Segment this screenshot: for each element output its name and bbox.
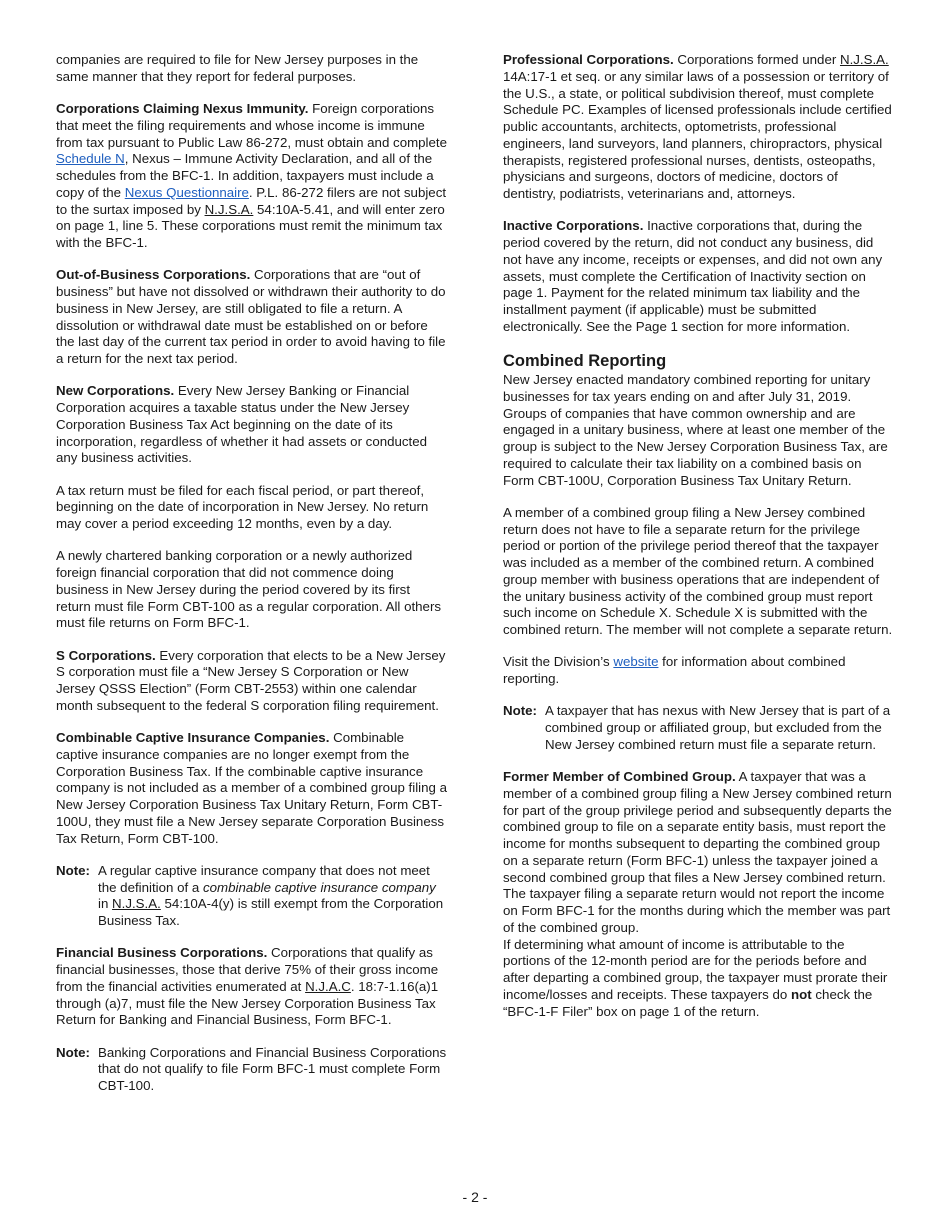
visit-division-paragraph: Visit the Division’s website for information about combined reporting. bbox=[503, 654, 846, 686]
financial-business-heading: Financial Business Corporations. bbox=[56, 945, 268, 961]
website-link[interactable]: website bbox=[613, 654, 659, 670]
s-corporations-heading: S Corporations. bbox=[56, 647, 156, 663]
former-member-heading: Former Member of Combined Group. bbox=[503, 769, 736, 784]
njac-citation: N.J.A.C bbox=[305, 978, 351, 994]
newly-chartered-paragraph: A newly chartered banking corporation or a newly authorized foreign financial corporation that did not commence doing business in New Jersey during the period covered by its first return must file Form CBT-100 as a regular corporation. All others must file returns on Form BFC-1. bbox=[56, 548, 442, 631]
out-of-business-heading: Out-of-Business Corporations. bbox=[56, 267, 251, 283]
nexus-immunity-paragraph: Corporations Claiming Nexus Immunity. Foreign corporations that meet the filing requirements and whose income is immune from tax pursuant to Public Law 86-272, must obtain and complete Schedule N, Nexus – Immune Activity Declaration, and all of the schedules from the BFC-1. In addition, taxpayers must include a copy of the Nexus Questionnaire. P.L. 86-272 filers are not subject to the surtax imposed by N.J.S.A. 54:10A-5.41, and will enter zero on page 1, line 5. These corporations must remit the minimum tax with the BFC-1. bbox=[56, 101, 447, 250]
captive-insurance-heading: Combinable Captive Insurance Companies. bbox=[56, 730, 330, 745]
note-banking: Note: Banking Corporations and Financial Business Corporations that do not qualify to file Form BFC-1 must complete Form CBT-100. bbox=[56, 1044, 447, 1093]
new-corporations-paragraph: New Corporations. Every New Jersey Banking or Financial Corporation acquires a taxable status under the New Jersey Corporation Business Tax Act beginning on the date of its incorporation, regardless of whether it had assets or conducted any business activities. bbox=[56, 383, 428, 466]
intro-paragraph: companies are required to file for New Jersey purposes in the same manner that they report for federal purposes. bbox=[56, 52, 419, 84]
page-number: - 2 - bbox=[462, 1189, 488, 1205]
professional-corporations-heading: Professional Corporations. bbox=[503, 52, 674, 67]
right-column bbox=[503, 52, 893, 1036]
fiscal-period-paragraph: A tax return must be filed for each fiscal period, or part thereof, beginning on the date of incorporation in New Jersey. No return may cover a period exceeding 12 months, even by a day. bbox=[56, 482, 429, 531]
note-label: Note: bbox=[56, 862, 90, 878]
note-captive: Note: A regular captive insurance company that does not meet the definition of a combinable captive insurance company in N.J.S.A. 54:10A-4(y) is still exempt from the Corporation Business Tax. bbox=[56, 862, 444, 928]
note-label: Note: bbox=[503, 703, 537, 719]
out-of-business-paragraph: Out-of-Business Corporations. Corporations that are “out of business” but have not dissolved or withdrawn their authority to do business in New Jersey, are still obligated to file a return. A dissolution or withdrawal date must be established on or before the last day of the current tax period in order to avoid having to file a return for the next tax period. bbox=[56, 267, 446, 366]
combined-reporting-paragraph: New Jersey enacted mandatory combined reporting for unitary businesses for tax years ending on and after July 31, 2019. Groups of companies that have common ownership and are engaged in a unitary business, where at least one member of the group is subject to the New Jersey Corporation Business Tax, are required to calculate their tax liability on a combined basis on Form CBT-100U, Corporation Business Tax Unitary Return. bbox=[503, 372, 888, 488]
left-column bbox=[56, 52, 448, 1110]
new-corporations-heading: New Corporations. bbox=[56, 383, 175, 399]
former-member-paragraph: Former Member of Combined Group. A taxpayer that was a member of a combined group filing a New Jersey combined return for part of the group privilege period and subsequently departs the combined group to file on a separate entity basis, must report the income for months subsequent to departing the combined group on a separate return (Form BFC-1) unless the taxpayer joined a second combined group that files a New Jersey combined return. The taxpayer filing a separate return would not report the income on Form BFC-1 for the months during which the member was part of the combined group. bbox=[503, 769, 892, 935]
schedule-n-link[interactable]: Schedule N bbox=[56, 151, 125, 167]
financial-business-paragraph: Financial Business Corporations. Corporations that qualify as financial businesses, those that derive 75% of their gross income from the financial activities enumerated at N.J.A.C. 18:7-1.16(a)1 through (a)7, must file the New Jersey Corporation Business Tax Return for Banking and Financial Business, Form BFC-1. bbox=[56, 945, 439, 1028]
nexus-questionnaire-link[interactable]: Nexus Questionnaire bbox=[124, 184, 249, 200]
note-nexus-combined: Note: A taxpayer that has nexus with New Jersey that is part of a combined group or affiliated group, but excluded from the New Jersey combined return must file a separate return. bbox=[503, 703, 891, 752]
nexus-immunity-heading: Corporations Claiming Nexus Immunity. bbox=[56, 101, 309, 116]
inactive-corporations-paragraph: Inactive Corporations. Inactive corporations that, during the period covered by the return, did not conduct any business, did not have any income, receipts or expenses, and did not own any assets, must complete the Certification of Inactivity section on page 1. Payment for the related minimum tax liability and the installment payment (if applicable) must be submitted electronically. See the Page 1 section for more information. bbox=[503, 218, 883, 334]
combined-member-paragraph: A member of a combined group filing a New Jersey combined return does not have to file a separate return for the privilege period or portion of the privilege period thereof that the taxpayer was included as a member of the combined return. A combined group member with business operations that are independent of the unitary business activity of the combined group must report such income on Schedule X. Schedule X is submitted with the combined return. The member will not complete a separate return. bbox=[503, 504, 893, 637]
s-corporations-paragraph: S Corporations. Every corporation that elects to be a New Jersey S corporation must file a “New Jersey S Corporation or New Jersey QSSS Election” (Form CBT-2553) within one calendar month subsequent to the federal S corporation filing requirement. bbox=[56, 647, 446, 713]
prorate-paragraph: If determining what amount of income is attributable to the portions of the 12-month period are for the periods before and after departing a combined group, the taxpayer must prorate their income/losses and receipts. These taxpayers do not check the “BFC-1-F Filer” box on page 1 of the return. bbox=[503, 936, 888, 1019]
njsa-citation: N.J.S.A. bbox=[204, 201, 254, 217]
captive-insurance-paragraph: Combinable Captive Insurance Companies. Combinable captive insurance companies are no longer exempt from the Corporation Business Tax. If the combinable captive insurance company is not included as a member of a combined group filing a New Jersey Corporation Business Tax Unitary Return, Form CBT-100U, they must file a New Jersey separate Corporation Business Tax Return, Form CBT-100. bbox=[56, 730, 447, 846]
njsa-citation: N.J.S.A. bbox=[839, 52, 889, 67]
note-label: Note: bbox=[56, 1044, 90, 1060]
inactive-corporations-heading: Inactive Corporations. bbox=[503, 218, 644, 234]
combined-reporting-heading: Combined Reporting bbox=[503, 352, 667, 370]
professional-corporations-paragraph: Professional Corporations. Corporations formed under N.J.S.A. 14A:17-1 et seq. or any similar laws of a possession or territory of the U.S., a state, or political subdivision thereof, must complete Schedule PC. Examples of licensed professionals include certified public accountants, architects, optometrists, professional engineers, land surveyors, land planners, chiropractors, physical therapists, registered professional nurses, dentists, osteopaths, physicians and surgeons, doctors of medicine, doctors of dentistry, podiatrists, veterinarians and, attorneys. bbox=[503, 52, 892, 201]
